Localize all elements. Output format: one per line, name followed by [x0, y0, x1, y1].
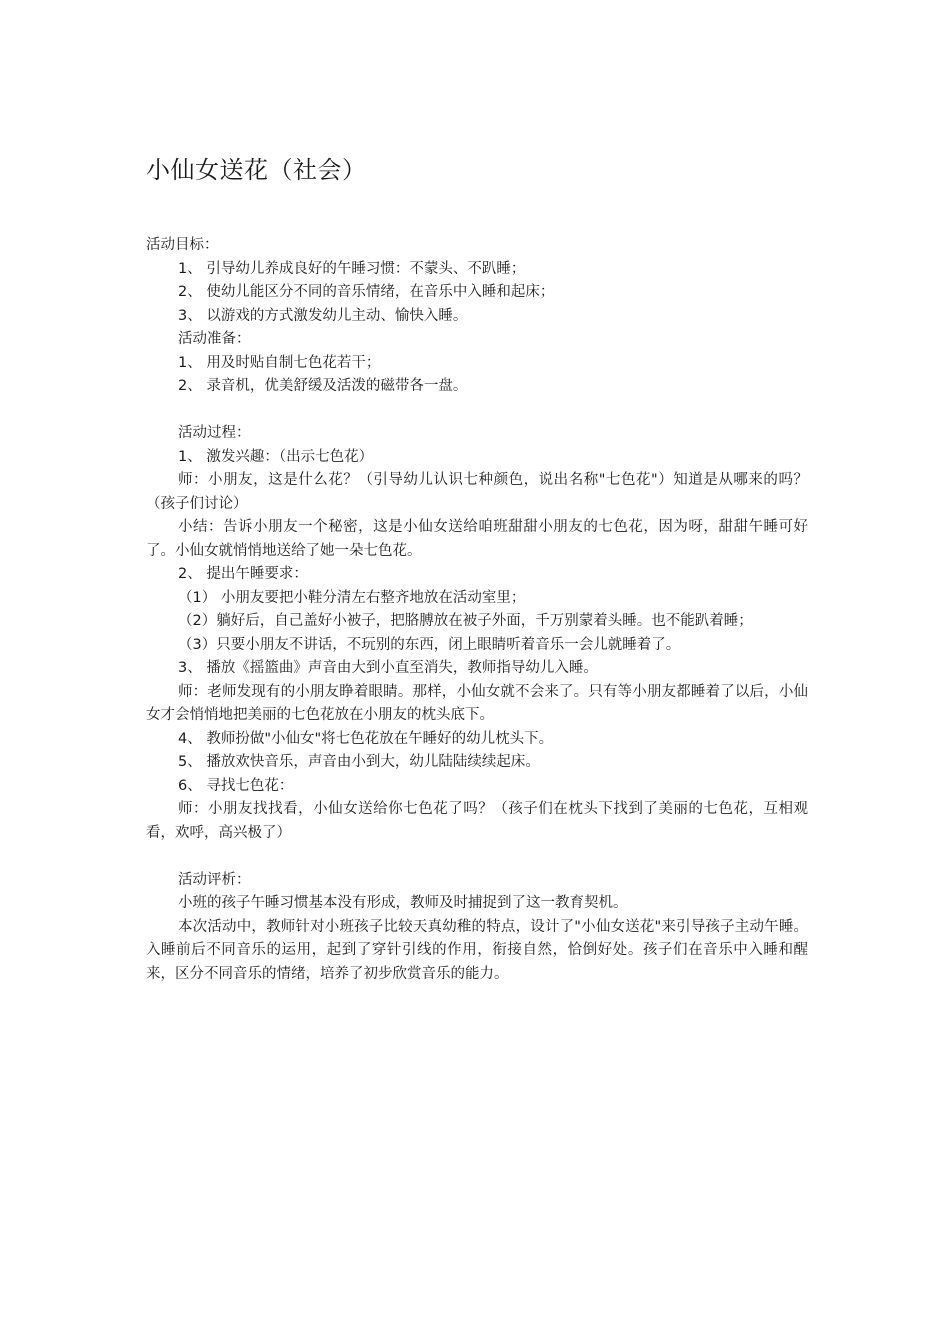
- process-heading: 活动过程：: [178, 425, 251, 441]
- process-step-1-summary: 小结：告诉小朋友一个秘密，这是小仙女送给咱班甜甜小朋友的七色花，因为呀，甜甜午睡可好了。小仙女就悄悄地送给了她一朵七色花。: [146, 519, 808, 559]
- process-rule: （2）躺好后，自己盖好小被子，把胳膊放在被子外面，千万别蒙着头睡。也不能趴着睡；: [178, 613, 753, 629]
- process-step-3-teacher: 师：老师发现有的小朋友睁着眼睛。那样，小仙女就不会来了。只有等小朋友都睡着了以后，小仙女才会悄悄地把美丽的七色花放在小朋友的枕头底下。: [146, 683, 808, 723]
- process-step-2: 2、 提出午睡要求：: [178, 566, 308, 582]
- spacer: [146, 845, 808, 869]
- process-rule: （1） 小朋友要把小鞋分清左右整齐地放在活动室里；: [178, 589, 526, 606]
- process-step-4: 4、 教师扮做"小仙女"将七色花放在午睡好的幼儿枕头下。: [178, 730, 554, 747]
- evaluation-paragraph-1: 小班的孩子午睡习惯基本没有形成，教师及时捕捉到了这一教育契机。: [178, 895, 628, 911]
- spacer: [146, 399, 808, 423]
- document-body: [146, 234, 808, 986]
- preparation-item: 1、 用及时贴自制七色花若干；: [178, 354, 381, 371]
- process-step-1: 1、 激发兴趣：（出示七色花）: [178, 448, 374, 465]
- preparation-heading: 活动准备：: [178, 331, 251, 347]
- document-title: 小仙女送花（社会）: [146, 156, 367, 184]
- process-step-3: 3、 播放《摇篮曲》声音由大到小直至消失，教师指导幼儿入睡。: [178, 660, 598, 676]
- process-rule: （3）只要小朋友不讲话，不玩别的东西，闭上眼睛听着音乐一会儿就睡着了。: [178, 636, 681, 653]
- evaluation-paragraph-2: 本次活动中，教师针对小班孩子比较天真幼稚的特点，设计了"小仙女送花"来引导孩子主动午睡。入睡前后不同音乐的运用，起到了穿针引线的作用，衔接自然，恰倒好处。孩子们在音乐中入睡和醒来，区分不同音乐的情绪，培养了初步欣赏音乐的能力。: [146, 918, 808, 982]
- goal-item: 1、 引导幼儿养成良好的午睡习惯：不蒙头、不趴睡；: [178, 260, 526, 277]
- process-step-5: 5、 播放欢快音乐，声音由小到大，幼儿陆陆续续起床。: [178, 754, 540, 770]
- preparation-item: 2、 录音机，优美舒缓及活泼的磁带各一盘。: [178, 378, 468, 394]
- process-step-6-teacher: 师：小朋友找找看，小仙女送给你七色花了吗？（孩子们在枕头下找到了美丽的七色花，互相观看，欢呼，高兴极了）: [146, 801, 808, 841]
- goal-item: 2、 使幼儿能区分不同的音乐情绪，在音乐中入睡和起床；: [178, 284, 555, 300]
- process-step-6: 6、 寻找七色花：: [178, 777, 294, 794]
- process-step-1-teacher: 师：小朋友，这是什么花？（引导幼儿认识七种颜色，说出名称"七色花"）知道是从哪来的吗？（孩子们讨论）: [146, 472, 808, 512]
- goal-item: 3、 以游戏的方式激发幼儿主动、愉快入睡。: [178, 307, 468, 324]
- evaluation-heading: 活动评析：: [178, 871, 251, 888]
- goals-heading: 活动目标：: [146, 237, 219, 253]
